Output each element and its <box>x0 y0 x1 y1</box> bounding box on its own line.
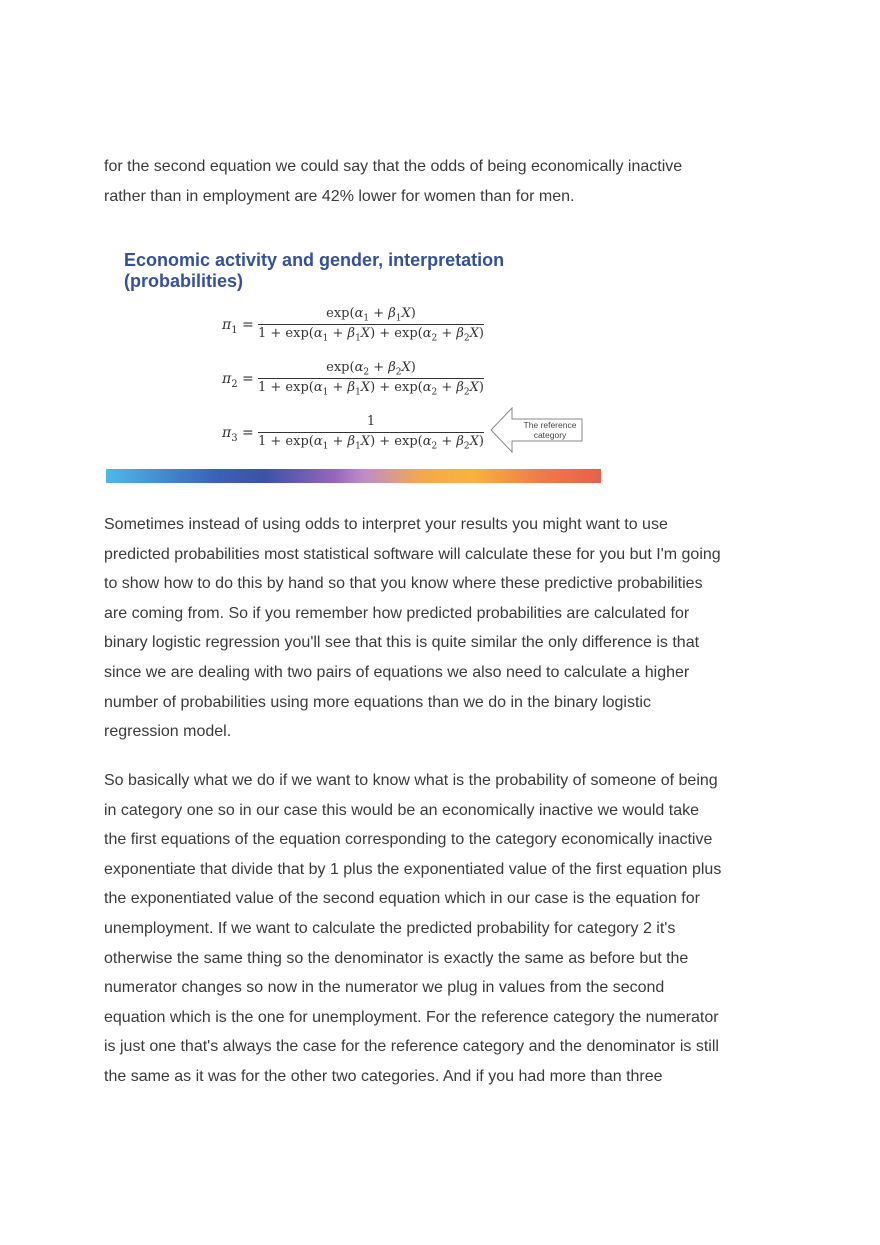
text-line: since we are dealing with two pairs of equations we also need to calculate a higher <box>104 663 690 681</box>
text-line: unemployment. If we want to calculate the predicted probability for category 2 it's <box>104 919 676 937</box>
text-line: otherwise the same thing so the denominator is exactly the same as before but the <box>104 949 689 967</box>
text-line: number of probabilities using more equations than we do in the binary logistic <box>104 693 651 711</box>
paragraph-odds-interpretation <box>104 152 794 211</box>
text-line: are coming from. So if you remember how predicted probabilities are calculated for <box>104 604 690 622</box>
text-line: rather than in employment are 42% lower for women than for men. <box>104 187 575 205</box>
slide-title-line: Economic activity and gender, interpretation <box>124 250 505 270</box>
text-line: So basically what we do if we want to know what is the probability of someone of being <box>104 772 718 789</box>
text-line: equation which is the one for unemployment. For the reference category the numerator <box>104 1008 719 1026</box>
text-line: exponentiate that divide that by 1 plus the exponentiated value of the first equation plus <box>104 860 722 878</box>
text-line: the exponentiated value of the second equation which in our case is the equation for <box>104 890 700 908</box>
slide-title <box>124 250 504 292</box>
paragraph-predicted-probabilities <box>104 510 794 747</box>
slide-image-probabilities: Economic activity and gender, interpretation (probabilities) $\pi_1$ = $\exp(\alpha_1 + \beta_1X)$ $1 + \exp(\alpha_1 + \beta_1X) + \exp(\alpha_2 + \beta_2X)$ $\pi_2$ = $\exp(\alpha_2 + \beta_2X)$ $1 + \exp(\alpha_1 + \beta_1X) + \exp(\alpha_2 + \beta_2X)$ $\pi_3$ = 1 $1 + \exp(\alpha_1 + \beta_1X) + \exp(\alpha_2 + \beta_2X)$ The reference category <box>104 244 604 488</box>
text-line: the first equations of the equation corresponding to the category economically inactive <box>104 831 713 849</box>
text-line: predicted probabilities most statistical software will calculate these for you but I'm going <box>104 545 721 563</box>
text-line: for the second equation we could say that the odds of being economically inactive <box>104 158 683 175</box>
callout-label-line: category <box>533 430 567 440</box>
callout-label <box>516 420 584 440</box>
text-line: regression model. <box>104 723 232 741</box>
text-line: in category one so in our case this would be an economically inactive we would take <box>104 801 699 819</box>
text-line: binary logistic regression you'll see that this is quite similar the only difference is that <box>104 634 700 652</box>
paragraph-calculation-explanation <box>104 766 794 1092</box>
reference-category-callout <box>490 407 584 453</box>
slide-title-line: (probabilities) <box>124 271 244 291</box>
slide-gradient-bar <box>106 469 601 483</box>
text-line: numerator changes so now in the numerator we plug in values from the second <box>104 979 665 997</box>
text-line: is just one that's always the case for the reference category and the denominator is still <box>104 1038 719 1056</box>
text-line: to show how to do this by hand so that you know where these predictive probabilities <box>104 575 703 593</box>
callout-label-line: The reference <box>523 420 577 430</box>
text-line: the same as it was for the other two categories. And if you had more than three <box>104 1067 663 1085</box>
text-line: Sometimes instead of using odds to interpret your results you might want to use <box>104 516 668 533</box>
